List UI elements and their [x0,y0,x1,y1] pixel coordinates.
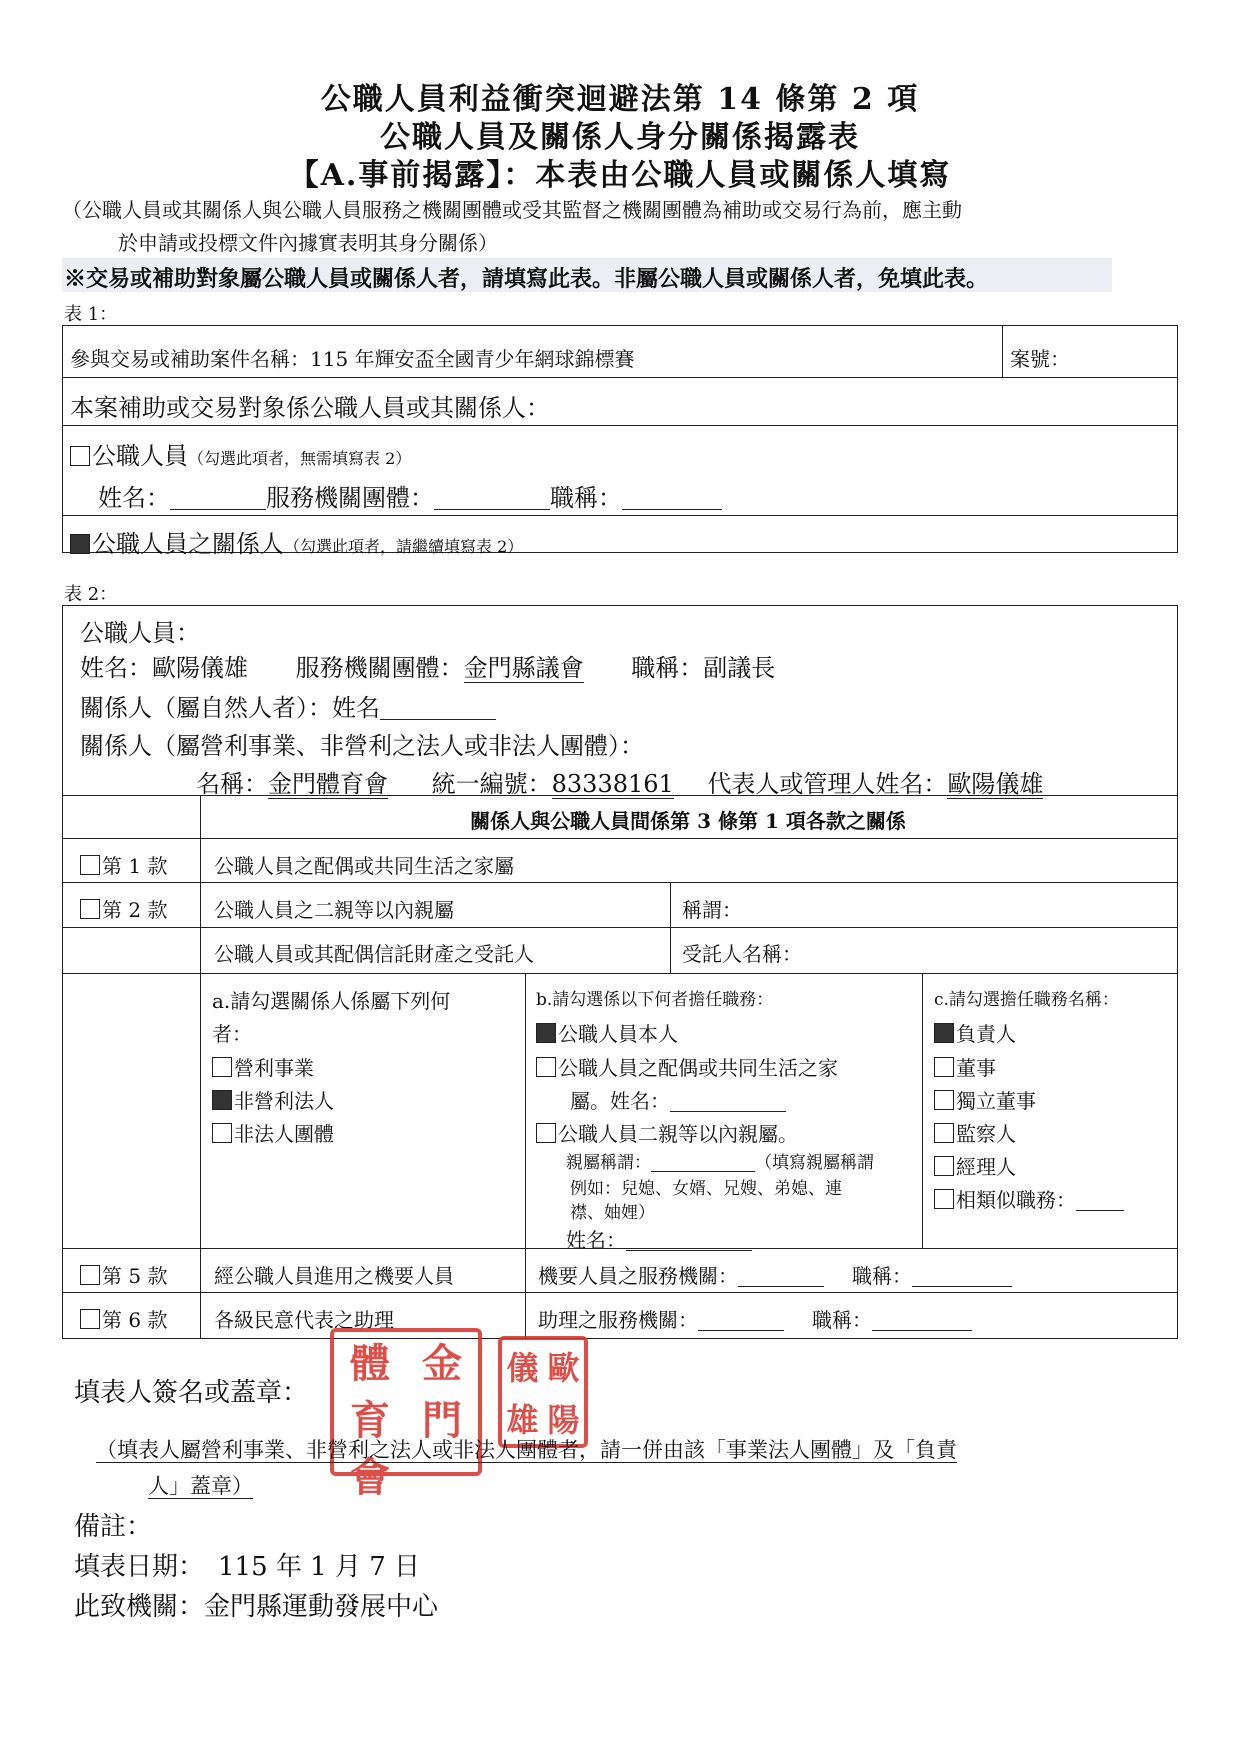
header-note-line2: 於申請或投標文件內據實表明其身分關係） [118,231,498,255]
relation-heading: 關係人與公職人員間係第 3 條第 1 項各款之關係 [470,809,906,833]
relative-checkbox[interactable] [536,1123,556,1143]
natural-person-name-field[interactable] [380,695,496,720]
independent-director-checkbox[interactable] [934,1090,954,1110]
remarks-label: 備註： [74,1512,153,1542]
col-b-relative-name: 姓名： [566,1224,752,1253]
self-checkbox[interactable] [536,1023,556,1043]
clause6[interactable]: 第 6 款 [80,1304,167,1333]
clause5-title-field[interactable] [912,1266,1012,1287]
official-heading: 公職人員： [80,619,200,647]
natural-person: 關係人（屬自然人者）：姓名 [80,688,496,723]
subject-question: 本案補助或交易對象係公職人員或其關係人： [70,394,550,422]
col-c-director[interactable]: 董事 [934,1052,996,1081]
clause5-fields: 機要人員之服務機關： 職稱： [538,1260,1012,1289]
clause2-text: 公職人員之二親等以內親屬 [214,898,454,922]
clause5[interactable]: 第 5 款 [80,1260,167,1289]
form-title-law: 公職人員利益衝突迴避法第 14 條第 2 項 [320,82,920,117]
col-c-supervisor[interactable]: 監察人 [934,1118,1016,1147]
form-title-section: 【A.事前揭露】：本表由公職人員或關係人填寫 [288,158,952,193]
clause2-appellation: 稱謂： [682,898,742,922]
trustee-text: 公職人員或其配偶信託財產之受託人 [214,942,534,966]
fill-date-value: 115 年 1 月 7 日 [218,1552,421,1582]
form-title-main: 公職人員及關係人身分關係揭露表 [380,120,860,155]
relative-title-field[interactable] [651,1154,755,1172]
col-b-relative-example-2: 襟、妯娌） [570,1203,655,1223]
official-agency: 金門縣議會 [463,654,584,682]
official-info: 姓名：歐陽儀雄 服務機關團體：金門縣議會 職稱：副議長 [80,654,776,682]
official-fields: 姓名： 服務機關團體： 職稱： [98,478,722,513]
principal-checkbox[interactable] [934,1023,954,1043]
footer-note-line1: （填表人屬營利事業、非營利之法人或非法人團體者，請一併由該「事業法人團體」及「負責 [96,1438,957,1462]
clause6-checkbox[interactable] [80,1309,100,1329]
col-c-heading: c.請勾選擔任職務名稱： [934,990,1119,1010]
for-profit-checkbox[interactable] [212,1057,232,1077]
supervisor-checkbox[interactable] [934,1123,954,1143]
recipient: 此致機關：金門縣運動發展中心 [74,1592,439,1622]
trustee-name: 受託人名稱： [682,942,802,966]
footer-note-line2: 人」蓋章） [148,1474,253,1498]
personal-seal: 儀 歐 雄 陽 [498,1336,588,1448]
spouse-name-field[interactable] [670,1091,786,1112]
clause5-text: 經公職人員進用之機要人員 [214,1264,454,1288]
option-related-party[interactable]: 公職人員之關係人（勾選此項者，請繼續填寫表 2） [70,524,523,559]
spouse-checkbox[interactable] [536,1057,556,1077]
director-checkbox[interactable] [934,1057,954,1077]
signature-label: 填表人簽名或蓋章： [74,1378,309,1408]
case-name: 參與交易或補助案件名稱：115 年輝安盃全國青少年網球錦標賽 [70,347,635,371]
clause6-fields: 助理之服務機關： 職稱： [538,1304,972,1333]
relative-name-field[interactable] [626,1230,752,1251]
org-name: 金門體育會 [268,770,388,798]
col-c-independent-director[interactable]: 獨立董事 [934,1085,1036,1114]
col-b-spouse-name: 屬。姓名： [570,1085,786,1114]
org-info: 名稱：金門體育會 統一編號：83338161 代表人或管理人姓名：歐陽儀雄 [196,770,1044,798]
title-field[interactable] [622,485,722,510]
fill-date: 填表日期： 115 年 1 月 7 日 [74,1552,421,1582]
unincorporated-checkbox[interactable] [212,1123,232,1143]
official-title: 副議長 [703,654,776,682]
table2-label: 表 2： [64,584,118,605]
clause2-checkbox[interactable] [80,899,100,919]
col-a-heading-2: 者： [212,1022,252,1046]
related-party-checkbox[interactable] [70,534,90,554]
similar-role-field[interactable] [1076,1190,1124,1211]
col-a-heading: a.請勾選關係人係屬下列何 [212,989,451,1013]
clause6-text: 各級民意代表之助理 [214,1308,394,1332]
col-b-relative-title: 親屬稱謂： （填寫親屬稱謂 [566,1153,874,1173]
col-a-non-profit[interactable]: 非營利法人 [212,1085,334,1114]
col-c-principal[interactable]: 負責人 [934,1018,1016,1047]
option-official[interactable]: 公職人員（勾選此項者，無需填寫表 2） [70,436,411,471]
col-b-spouse[interactable]: 公職人員之配偶或共同生活之家 [536,1052,838,1081]
org-heading: 關係人（屬營利事業、非營利之法人或非法人團體）： [80,732,644,760]
organization-seal: 體 金 育 門 會 [330,1328,482,1476]
official-checkbox[interactable] [70,446,90,466]
org-representative: 歐陽儀雄 [947,770,1044,798]
col-a-unincorporated[interactable]: 非法人團體 [212,1118,334,1147]
col-c-similar[interactable]: 相類似職務： [934,1184,1124,1213]
clause2[interactable]: 第 2 款 [80,894,167,923]
clause1-text: 公職人員之配偶或共同生活之家屬 [214,854,514,878]
case-number-label: 案號： [1010,347,1070,371]
col-a-for-profit[interactable]: 營利事業 [212,1052,314,1081]
header-note-line1: （公職人員或其關係人與公職人員服務之機關團體或受其監督之機關團體為補助或交易行為前，應主動 [62,198,962,222]
official-name: 歐陽儀雄 [152,654,248,682]
col-b-heading: b.請勾選係以下何者擔任職務： [536,990,774,1010]
col-b-self[interactable]: 公職人員本人 [536,1018,678,1047]
org-id: 83338161 [551,770,674,798]
similar-role-checkbox[interactable] [934,1189,954,1209]
col-b-relative-example: 例如：兒媳、女婿、兄嫂、弟媳、連 [570,1179,842,1199]
col-b-relative[interactable]: 公職人員二親等以內親屬。 [536,1118,798,1147]
recipient-agency: 金門縣運動發展中心 [204,1592,439,1622]
clause1-checkbox[interactable] [80,855,100,875]
clause5-agency-field[interactable] [738,1266,824,1287]
agency-field[interactable] [434,485,550,510]
table1-label: 表 1： [64,304,118,325]
name-field[interactable] [170,485,266,510]
col-c-manager[interactable]: 經理人 [934,1151,1016,1180]
clause1[interactable]: 第 1 款 [80,850,167,879]
clause6-agency-field[interactable] [698,1310,784,1331]
warning-text: ※交易或補助對象屬公職人員或關係人者，請填寫此表。非屬公職人員或關係人者，免填此表。 [64,266,989,292]
manager-checkbox[interactable] [934,1156,954,1176]
clause5-checkbox[interactable] [80,1265,100,1285]
non-profit-checkbox[interactable] [212,1090,232,1110]
clause6-title-field[interactable] [872,1310,972,1331]
